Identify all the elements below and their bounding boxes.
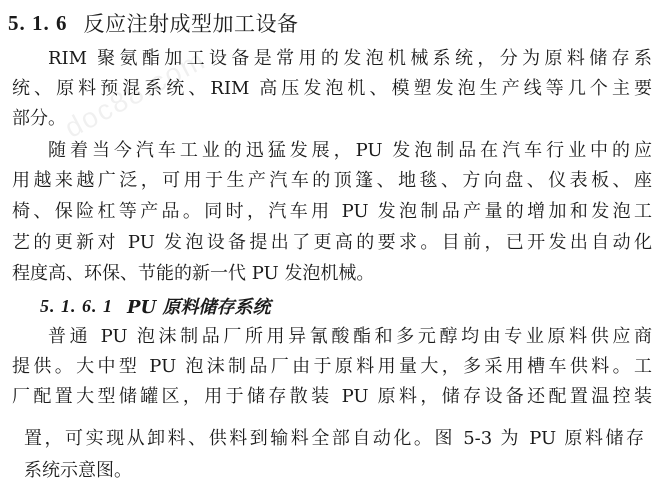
paragraph-3-line: 普通 PU 泡沫制品厂所用异氰酸酯和多元醇均由专业原料供应商 — [48, 326, 652, 347]
paragraph-2-line: 艺的更新对 PU 发泡设备提出了更高的要求。目前，已开发出自动化 — [12, 232, 652, 253]
paragraph-3-line: 系统示意图。 — [24, 460, 132, 481]
section-number: 5. 1. 6 — [8, 10, 68, 35]
paragraph-3-line: 置，可实现从卸料、供料到输料全部自动化。图 5-3 为 PU 原料储存 — [24, 428, 644, 449]
paragraph-2-line: 程度高、环保、节能的新一代 PU 发泡机械。 — [12, 263, 375, 284]
paragraph-1-line: 统、原料预混系统、RIM 高压发泡机、模塑发泡生产线等几个主要 — [12, 78, 652, 99]
paragraph-1-line: RIM 聚氨酯加工设备是常用的发泡机械系统，分为原料储存系 — [48, 48, 652, 69]
subsection-title: PU 原料储存系统 — [127, 297, 271, 318]
paragraph-2-line: 椅、保险杠等产品。同时，汽车用 PU 发泡制品产量的增加和发泡工 — [12, 201, 652, 222]
paragraph-3-line: 厂配置大型储罐区，用于储存散装 PU 原料，储存设备还配置温控装 — [12, 386, 652, 407]
paragraph-2-line: 随着当今汽车工业的迅猛发展，PU 发泡制品在汽车行业中的应 — [48, 140, 652, 161]
subsection-number: 5. 1. 6. 1 — [40, 295, 113, 316]
section-heading — [8, 6, 299, 40]
section-title: 反应注射成型加工设备 — [83, 12, 299, 36]
subsection-heading — [40, 292, 271, 320]
paragraph-2-line: 用越来越广泛，可用于生产汽车的顶篷、地毯、方向盘、仪表板、座 — [12, 170, 652, 191]
paragraph-1-line: 部分。 — [12, 108, 66, 129]
watermark: doc88.com — [59, 43, 211, 144]
paragraph-3-line: 提供。大中型 PU 泡沫制品厂由于原料用量大，多采用槽车供料。工 — [12, 356, 652, 377]
